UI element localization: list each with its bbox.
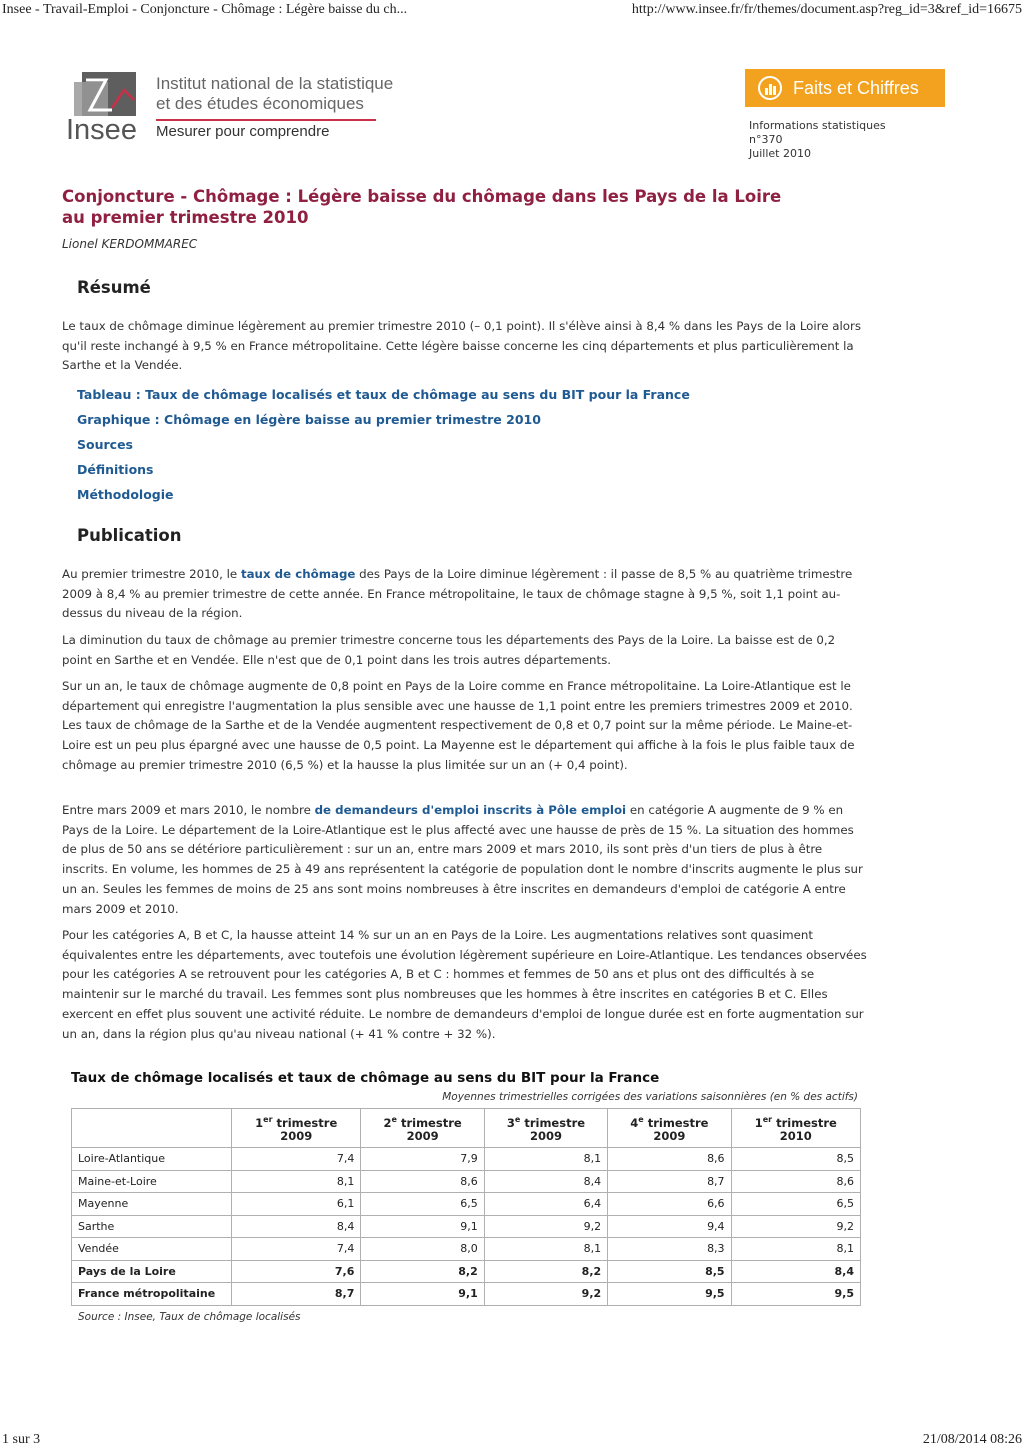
institute-name-line1: Institut national de la statistique bbox=[156, 74, 394, 93]
print-header bbox=[0, 2, 1024, 22]
faits-et-chiffres-button[interactable] bbox=[745, 69, 945, 107]
insee-wordmark: Insee bbox=[66, 114, 137, 146]
table-cell: 8,6 bbox=[608, 1148, 731, 1171]
table-of-contents bbox=[77, 385, 690, 510]
table-cell: 6,4 bbox=[484, 1193, 607, 1216]
table-row bbox=[72, 1148, 861, 1171]
table-cell: 8,4 bbox=[731, 1260, 860, 1283]
resume-heading: Résumé bbox=[77, 278, 151, 297]
row-label: Maine-et-Loire bbox=[72, 1170, 232, 1193]
table-cell: 8,1 bbox=[731, 1238, 860, 1261]
row-label: Loire-Atlantique bbox=[72, 1148, 232, 1171]
row-label: Mayenne bbox=[72, 1193, 232, 1216]
table-cell: 8,7 bbox=[608, 1170, 731, 1193]
toc-link-tableau[interactable]: Tableau : Taux de chômage localisés et taux de chômage au sens du BIT pour la France bbox=[77, 387, 690, 402]
table-cell: 9,1 bbox=[361, 1215, 484, 1238]
table-row bbox=[72, 1238, 861, 1261]
table-row bbox=[72, 1193, 861, 1216]
row-label: Vendée bbox=[72, 1238, 232, 1261]
table-cell: 9,2 bbox=[484, 1283, 607, 1306]
table-cell: 6,1 bbox=[232, 1193, 361, 1216]
paragraph-text: en catégorie A augmente de 9 % en Pays de la Loire. Le département de la Loire-Atlantique est le plus affecté avec une hausse de près de 15 %. La situation des hommes de plus de 50 ans se détériore particulièrement : sur un an, entre mars 2009 et mars 2010, ils sont près d'un tiers de plus à être inscrits. En volume, les hommes de 25 à 49 ans représentent la catégorie de population dont le nombre d'inscrits augmente le plus sur un an. Seules les femmes de moins de 25 ans sont moins nombreuses à être inscrites en demandeurs d'emploi de catégorie A entre mars 2009 et 2010. bbox=[62, 803, 863, 916]
publication-paragraph-1 bbox=[62, 565, 868, 624]
paragraph-text: des Pays de la Loire diminue légèrement : il passe de 8,5 % au quatrième trimestre 2009 à 8,4 % au premier trimestre de cette année. En France métropolitaine, le taux de chômage stagne à 9,5 %, soit 1,1 point au-dessus du niveau de la région. bbox=[62, 567, 853, 621]
print-footer bbox=[0, 1432, 1024, 1450]
publication-paragraph-3: Sur un an, le taux de chômage augmente de 0,8 point en Pays de la Loire comme en France métropolitaine. La Loire-Atlantique est le département qui enregistre l'augmentation la plus sensible avec une hausse de 1,1 point entre les premiers trimestres 2009 et 2010. Les taux de chômage de la Sarthe et de la Vendée augmentent respectivement de 0,8 et 0,7 point sur la même période. Le Maine-et-Loire est un peu plus épargné avec une hausse de 0,5 point. La Mayenne est le département qui affiche à la fois le plus faible taux de chômage au premier trimestre 2010 (6,5 %) et la hausse la plus limitée sur un an (+ 0,4 point). bbox=[62, 679, 855, 772]
table-cell: 8,5 bbox=[608, 1260, 731, 1283]
table-cell: 7,4 bbox=[232, 1148, 361, 1171]
table-cell: 8,2 bbox=[484, 1260, 607, 1283]
publication-heading: Publication bbox=[77, 526, 182, 545]
institute-name-line2: et des études économiques bbox=[156, 94, 364, 113]
table-cell: 8,3 bbox=[608, 1238, 731, 1261]
faits-chiffres-icon bbox=[757, 75, 783, 101]
publication-paragraph-5: Pour les catégories A, B et C, la hausse atteint 14 % sur un an en Pays de la Loire. Les augmentations relatives sont quasiment équivalentes entre les départements, avec toutefois une évolution légèrement supérieure en Loire-Atlantique. Les tendances observées pour les catégories A se retrouvent pour les catégories A, B et C : hommes et femmes de 50 ans et plus ont des difficultés à se maintenir sur le marché du travail. Les femmes sont plus nombreuses que les hommes à être inscrites en catégories B et C. Elles exercent en effet plus souvent une activité réduite. Le nombre de demandeurs d'emploi de longue durée est en forte augmentation sur un an, dans la région plus qu'au niveau national (+ 41 % contre + 32 %). bbox=[62, 928, 867, 1041]
toc-link-graphique[interactable]: Graphique : Chômage en légère baisse au premier trimestre 2010 bbox=[77, 412, 541, 427]
table-header-q1-2009: 1er trimestre 2009 bbox=[232, 1109, 361, 1148]
paragraph-text: Au premier trimestre 2010, le bbox=[62, 567, 241, 581]
print-page-title: Insee - Travail-Emploi - Conjoncture - Chômage : Légère baisse du ch... bbox=[2, 2, 408, 17]
link-taux-de-chomage[interactable]: taux de chômage bbox=[240, 567, 356, 581]
table-row-total-france bbox=[72, 1283, 861, 1306]
row-label: Pays de la Loire bbox=[72, 1260, 232, 1283]
table-cell: 8,6 bbox=[731, 1170, 860, 1193]
publication-paragraph-4 bbox=[62, 801, 868, 919]
table-header-empty bbox=[72, 1109, 232, 1148]
table-cell: 8,1 bbox=[484, 1148, 607, 1171]
article-author: Lionel KERDOMMAREC bbox=[62, 237, 198, 251]
toc-link-sources[interactable]: Sources bbox=[77, 437, 133, 452]
table-cell: 7,9 bbox=[361, 1148, 484, 1171]
table-cell: 6,5 bbox=[731, 1193, 860, 1216]
publication-series: Informations statistiques bbox=[749, 119, 886, 132]
table-row bbox=[72, 1215, 861, 1238]
resume-paragraph: Le taux de chômage diminue légèrement au premier trimestre 2010 (– 0,1 point). Il s'élève ainsi à 8,4 % dans les Pays de la Loire alors qu'il reste inchangé à 9,5 % en France métropolitaine. Cette légère baisse concerne les cinq départements et plus particulièrement la Sarthe et la Vendée. bbox=[62, 319, 861, 373]
table-cell: 8,4 bbox=[484, 1170, 607, 1193]
toc-link-definitions[interactable]: Définitions bbox=[77, 462, 154, 477]
table-cell: 6,6 bbox=[608, 1193, 731, 1216]
publication-info bbox=[749, 119, 886, 161]
table-cell: 6,5 bbox=[361, 1193, 484, 1216]
toc-link-methodologie[interactable]: Méthodologie bbox=[77, 487, 174, 502]
table-title: Taux de chômage localisés et taux de chômage au sens du BIT pour la France bbox=[71, 1070, 660, 1086]
table-cell: 9,2 bbox=[731, 1215, 860, 1238]
table-cell: 9,2 bbox=[484, 1215, 607, 1238]
table-cell: 8,4 bbox=[232, 1215, 361, 1238]
table-header-q3-2009: 3e trimestre 2009 bbox=[484, 1109, 607, 1148]
table-cell: 8,1 bbox=[484, 1238, 607, 1261]
insee-tagline: Mesurer pour comprendre bbox=[156, 123, 330, 140]
table-cell: 8,2 bbox=[361, 1260, 484, 1283]
table-cell: 9,4 bbox=[608, 1215, 731, 1238]
table-cell: 8,1 bbox=[232, 1170, 361, 1193]
unemployment-table bbox=[71, 1108, 861, 1306]
table-cell: 8,7 bbox=[232, 1283, 361, 1306]
table-header-q2-2009: 2e trimestre 2009 bbox=[361, 1109, 484, 1148]
article-title: Conjoncture - Chômage : Légère baisse du chômage dans les Pays de la Loire au premier trimestre 2010 bbox=[62, 187, 782, 227]
table-header-row bbox=[72, 1109, 861, 1148]
table-cell: 7,6 bbox=[232, 1260, 361, 1283]
table-cell: 8,5 bbox=[731, 1148, 860, 1171]
row-label: France métropolitaine bbox=[72, 1283, 232, 1306]
faits-et-chiffres-label: Faits et Chiffres bbox=[793, 77, 919, 98]
publication-date: Juillet 2010 bbox=[749, 147, 811, 160]
table-note: Moyennes trimestrielles corrigées des variations saisonnières (en % des actifs) bbox=[442, 1091, 858, 1103]
print-timestamp: 21/08/2014 08:26 bbox=[922, 1432, 1022, 1447]
table-row-total-region bbox=[72, 1260, 861, 1283]
publication-paragraph-2: La diminution du taux de chômage au premier trimestre concerne tous les départements des Pays de la Loire. La baisse est de 0,2 point en Sarthe et en Vendée. Elle n'est que de 0,1 point dans les trois autres départements. bbox=[62, 633, 836, 667]
paragraph-text: Entre mars 2009 et mars 2010, le nombre bbox=[62, 803, 315, 817]
table-source: Source : Insee, Taux de chômage localisés bbox=[78, 1311, 301, 1323]
print-page-url: http://www.insee.fr/fr/themes/document.asp?reg_id=3&ref_id=16675 bbox=[631, 2, 1022, 17]
table-header-q1-2010: 1er trimestre 2010 bbox=[731, 1109, 860, 1148]
insee-logo-mark-icon bbox=[72, 70, 138, 118]
table-cell: 9,5 bbox=[731, 1283, 860, 1306]
table-header-q4-2009: 4e trimestre 2009 bbox=[608, 1109, 731, 1148]
table-row bbox=[72, 1170, 861, 1193]
table-cell: 9,1 bbox=[361, 1283, 484, 1306]
row-label: Sarthe bbox=[72, 1215, 232, 1238]
table-cell: 8,6 bbox=[361, 1170, 484, 1193]
table-cell: 7,4 bbox=[232, 1238, 361, 1261]
link-demandeurs-emploi[interactable]: de demandeurs d'emploi inscrits à Pôle emploi bbox=[314, 803, 627, 817]
insee-logo[interactable] bbox=[62, 68, 422, 148]
print-page-count: 1 sur 3 bbox=[2, 1432, 41, 1447]
table-cell: 9,5 bbox=[608, 1283, 731, 1306]
logo-divider bbox=[156, 119, 376, 121]
table-cell: 8,0 bbox=[361, 1238, 484, 1261]
publication-number: n°370 bbox=[749, 133, 783, 146]
